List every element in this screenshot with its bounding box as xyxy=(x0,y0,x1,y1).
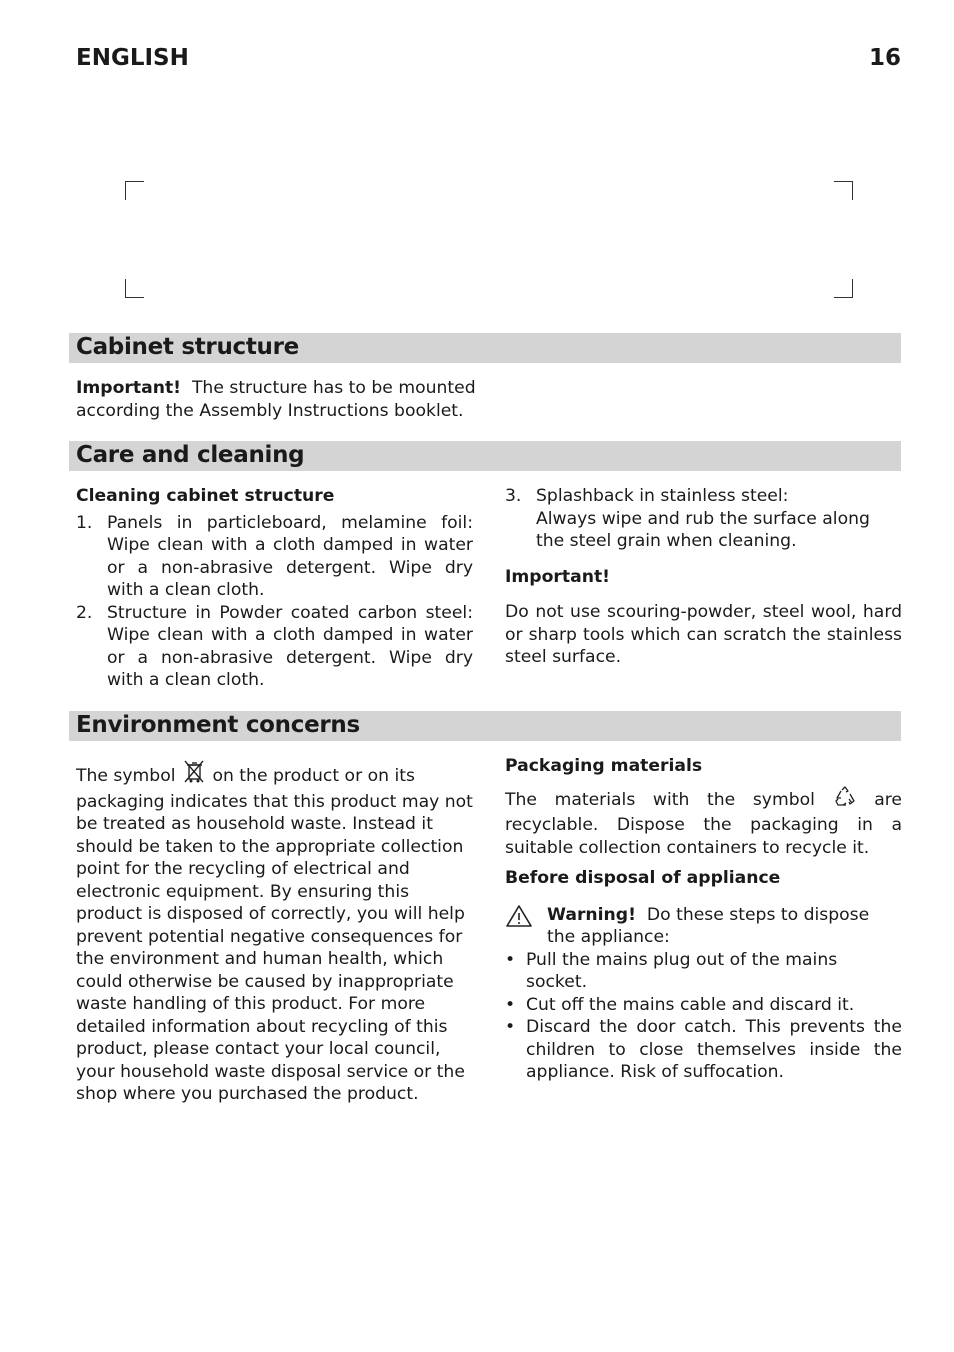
bullet: • xyxy=(505,949,516,970)
important-text: Do not use scouring-powder, steel wool, hard or sharp tools which can scratch the stainless steel surface. xyxy=(505,602,902,667)
disposal-title: Before disposal of appliance xyxy=(505,868,781,888)
section-bar-environment xyxy=(69,711,901,741)
warning-text: Do these steps to dispose the appliance: xyxy=(547,904,870,947)
section-bar-cabinet xyxy=(69,333,901,363)
care-left-column xyxy=(76,485,473,692)
recycle-icon xyxy=(833,786,857,815)
important-label: Important! xyxy=(76,378,181,398)
section-title-environment: Environment concerns xyxy=(76,712,360,738)
warning-label: Warning! xyxy=(547,904,636,925)
crop-mark-top-right xyxy=(834,181,853,200)
section-bar-care xyxy=(69,441,901,471)
crossed-out-bin-icon xyxy=(181,760,207,791)
care-item-text: Panels in particleboard, melamine foil: Wipe clean with a cloth damped in water or a non-abrasive detergent. Wipe dry with a clean cloth. xyxy=(107,512,473,600)
warning-triangle-icon xyxy=(505,904,533,935)
crop-mark-top-left xyxy=(125,181,144,200)
crop-mark-bottom-left xyxy=(125,279,144,298)
important-label: Important! xyxy=(505,566,610,587)
environment-right-column xyxy=(505,755,902,1084)
environment-paragraph: The symbol on the product or on its packaging indicates that this product may not be treated as household waste. Instead it should be taken to the appropriate collection point for the recycling of electrical and electronic equipment. By ensuring this product is disposed of correctly, you will help prevent potential negative consequences for the environment and human health, which could otherwise be caused by inappropriate waste handling of this product. For more detailed information about recycling of this product, please contact your local council, your household waste disposal service or the shop where you purchased the product. xyxy=(76,760,476,1106)
section-title-care: Care and cleaning xyxy=(76,442,305,468)
bullet: • xyxy=(505,1017,516,1037)
cabinet-paragraph xyxy=(76,377,476,422)
care-list-item: 3. Splashback in stainless steel: Always wipe and rub the surface along the steel grain when cleaning. xyxy=(505,485,902,553)
care-list-item: 1. Panels in particleboard, melamine foil: Wipe clean with a cloth damped in water or a non-abrasive detergent. Wipe dry with a clean cloth. xyxy=(76,512,473,600)
language-header: ENGLISH xyxy=(76,45,189,71)
page-number: 16 xyxy=(869,45,902,71)
care-item-heading: Splashback in stainless steel: xyxy=(536,486,789,506)
warning-block xyxy=(505,904,902,949)
cabinet-text: The structure has to be mounted according the Assembly Instructions booklet. xyxy=(76,378,476,421)
bullet: • xyxy=(505,994,516,1015)
list-item: • Discard the door catch. This prevents the children to close themselves inside the appliance. Risk of suffocation. xyxy=(505,1017,902,1082)
packaging-title: Packaging materials xyxy=(505,756,703,776)
list-item: • Cut off the mains cable and discard it. xyxy=(505,994,855,1015)
care-right-column xyxy=(505,485,902,669)
care-item-text: Structure in Powder coated carbon steel: Wipe clean with a cloth damped in water or a non-abrasive detergent. Wipe dry with a clean cloth. xyxy=(107,602,473,690)
packaging-text: The materials with the symbol are recyclable. Dispose the packaging in a suitable collection containers to recycle it. xyxy=(505,786,902,860)
section-title-cabinet: Cabinet structure xyxy=(76,334,299,360)
care-list-item: 2. Structure in Powder coated carbon steel: Wipe clean with a cloth damped in water or a non-abrasive detergent. Wipe dry with a clean cloth. xyxy=(76,602,473,690)
list-item: • Pull the mains plug out of the mains socket. xyxy=(505,949,838,992)
care-item-text: Always wipe and rub the surface along the steel grain when cleaning. xyxy=(536,508,870,551)
crop-mark-bottom-right xyxy=(834,279,853,298)
care-subtitle: Cleaning cabinet structure xyxy=(76,486,335,506)
